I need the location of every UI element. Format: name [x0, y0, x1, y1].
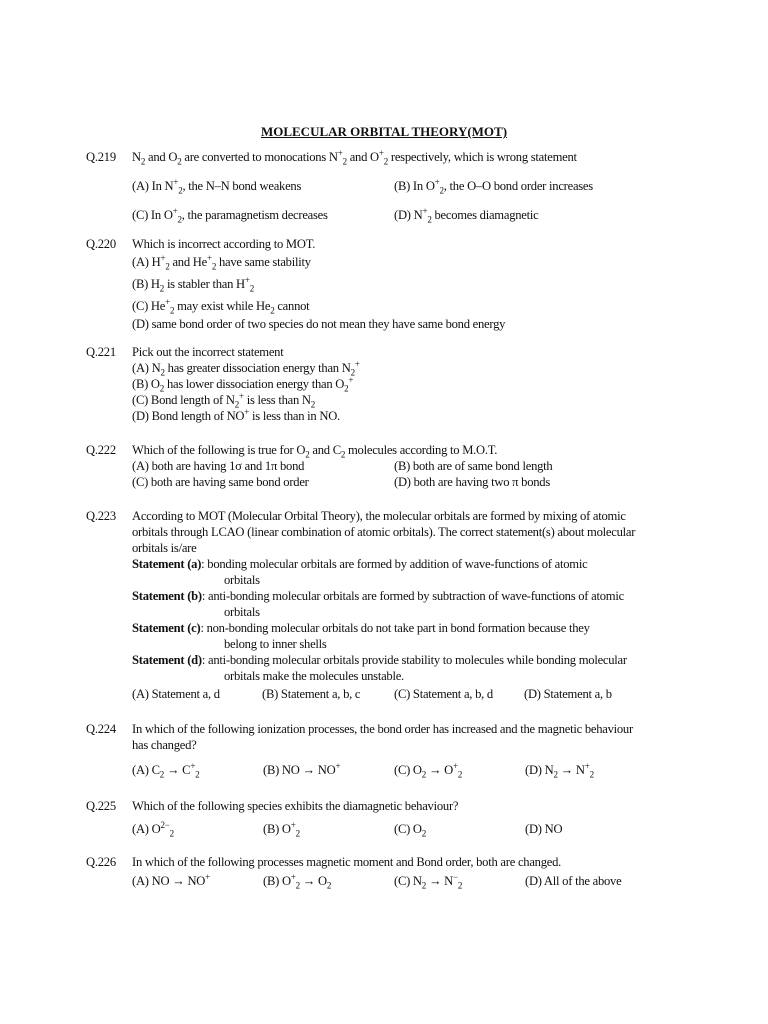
- options-row: [132, 762, 708, 778]
- question-220: [86, 236, 708, 332]
- question-number: Q.224: [86, 722, 116, 736]
- option-a: (A) both are having 1σ and 1π bond: [132, 459, 305, 473]
- option-a: (A) $N_2$ has greater dissociation energy than $N_2^+$: [132, 358, 360, 378]
- option-d: (D) NO: [525, 822, 563, 836]
- option-a: (A) Statement a, d: [132, 687, 220, 701]
- option-d: (D) All of the above: [525, 874, 622, 888]
- option-a: (A) $C_2 \to C^+_2$: [132, 760, 200, 780]
- option-d: (D) both are having two π bonds: [394, 475, 550, 489]
- option-b: (B) $O^+_2$: [263, 819, 300, 839]
- question-stem: According to MOT (Molecular Orbital Theory), the molecular orbitals are formed by mixing of atomic orbitals through LCAO (linear combination of atomic orbitals). The correct statement(s) about molecular orbitals is/are: [132, 509, 636, 555]
- option-c: (C) Bond length of $N_2^+$ is less than $N_2$: [132, 390, 315, 410]
- option-b: (B) Statement a, b, c: [262, 687, 361, 701]
- option-b: (B) $H_2$ is stabler than $H^+_2$: [132, 274, 254, 294]
- option-c: (C) $O_2$: [394, 822, 427, 839]
- option-b: (B) In $O^+_2$, the O–O bond order increases: [394, 176, 593, 196]
- options-row: [132, 686, 708, 702]
- statement-a: Statement (a) : bonding molecular orbitals are formed by addition of wave-functions of atomic orbitals: [132, 557, 588, 587]
- question-stem: Which is incorrect according to MOT.: [132, 237, 316, 251]
- option-b: (B) both are of same bond length: [394, 459, 553, 473]
- option-a: (A) In $N^+_2$, the N–N bond weakens: [132, 176, 302, 196]
- statement-d: Statement (d) : anti-bonding molecular orbitals provide stability to molecules while bonding molecular orbitals make the molecules unstable.: [132, 653, 627, 683]
- option-b: (B) NO → NO+: [263, 760, 341, 777]
- question-stem: Which of the following is true for $O_2$ and $C_2$ molecules according to M.O.T.: [132, 443, 498, 460]
- option-d: (D) $N_2 \to N^+_2$: [525, 760, 594, 780]
- option-d: (D) Statement a, b: [524, 687, 612, 701]
- question-225: [86, 798, 708, 837]
- question-222: [86, 442, 708, 490]
- statement-c: Statement (c) : non-bonding molecular orbitals do not take part in bond formation because they belong to inner shells: [132, 621, 590, 651]
- options-row: [132, 474, 708, 490]
- option-d: (D) Bond length of NO+ is less than in NO.: [132, 406, 340, 423]
- question-219: [86, 149, 708, 223]
- options-row: [132, 821, 708, 837]
- option-a: (A) $H^+_2$ and $He^+_2$ have same stability: [132, 252, 311, 272]
- option-c: (C) $He^+_2$ may exist while $He_2$ cannot: [132, 296, 310, 316]
- question-number: Q.221: [86, 345, 116, 359]
- question-224: [86, 721, 708, 778]
- question-223: [86, 508, 708, 702]
- page-title: MOLECULAR ORBITAL THEORY(MOT): [260, 124, 508, 139]
- option-d: (D) $N^+_2$ becomes diamagnetic: [394, 205, 539, 225]
- option-c: (C) In $O^+_2$, the paramagnetism decreases: [132, 205, 328, 225]
- option-c: (C) $N_2 \to N^-_2$: [394, 871, 463, 891]
- options-row: [132, 207, 708, 223]
- option-a: (A) $O^{2-}_2$: [132, 819, 174, 839]
- question-221: [86, 344, 708, 424]
- question-226: [86, 854, 708, 889]
- question-number: Q.226: [86, 855, 116, 869]
- options-row: [132, 178, 708, 194]
- question-number: Q.223: [86, 509, 116, 523]
- option-b: (B) $O^+_2 \to O_2$: [263, 871, 332, 891]
- question-stem: Which of the following species exhibits the diamagnetic behaviour?: [132, 799, 459, 813]
- option-a: (A) NO → NO+: [132, 871, 210, 888]
- question-stem: $N_2$ and $O_2$ are converted to monocations $N^+_2$ and $O^+_2$ respectively, which is wrong statement: [132, 147, 577, 167]
- question-stem: Pick out the incorrect statement: [132, 345, 284, 359]
- options-row: [132, 873, 708, 889]
- option-c: (C) both are having same bond order: [132, 475, 309, 489]
- question-number: Q.219: [86, 150, 116, 164]
- question-number: Q.225: [86, 799, 116, 813]
- options-row: [132, 458, 708, 474]
- question-number: Q.220: [86, 237, 116, 251]
- question-stem: In which of the following processes magnetic moment and Bond order, both are changed.: [132, 855, 562, 869]
- option-c: (C) $O_2 \to O^+_2$: [394, 760, 463, 780]
- question-number: Q.222: [86, 443, 116, 457]
- option-c: (C) Statement a, b, d: [394, 687, 493, 701]
- statement-b: Statement (b) : anti-bonding molecular orbitals are formed by subtraction of wave-functions of atomic orbitals: [132, 589, 624, 619]
- option-b: (B) $O_2$ has lower dissociation energy than $O_2^+$: [132, 374, 354, 394]
- option-d: (D) same bond order of two species do not mean they have same bond energy: [132, 317, 506, 331]
- question-stem: In which of the following ionization processes, the bond order has increased and the magnetic behaviour has changed?: [132, 722, 633, 752]
